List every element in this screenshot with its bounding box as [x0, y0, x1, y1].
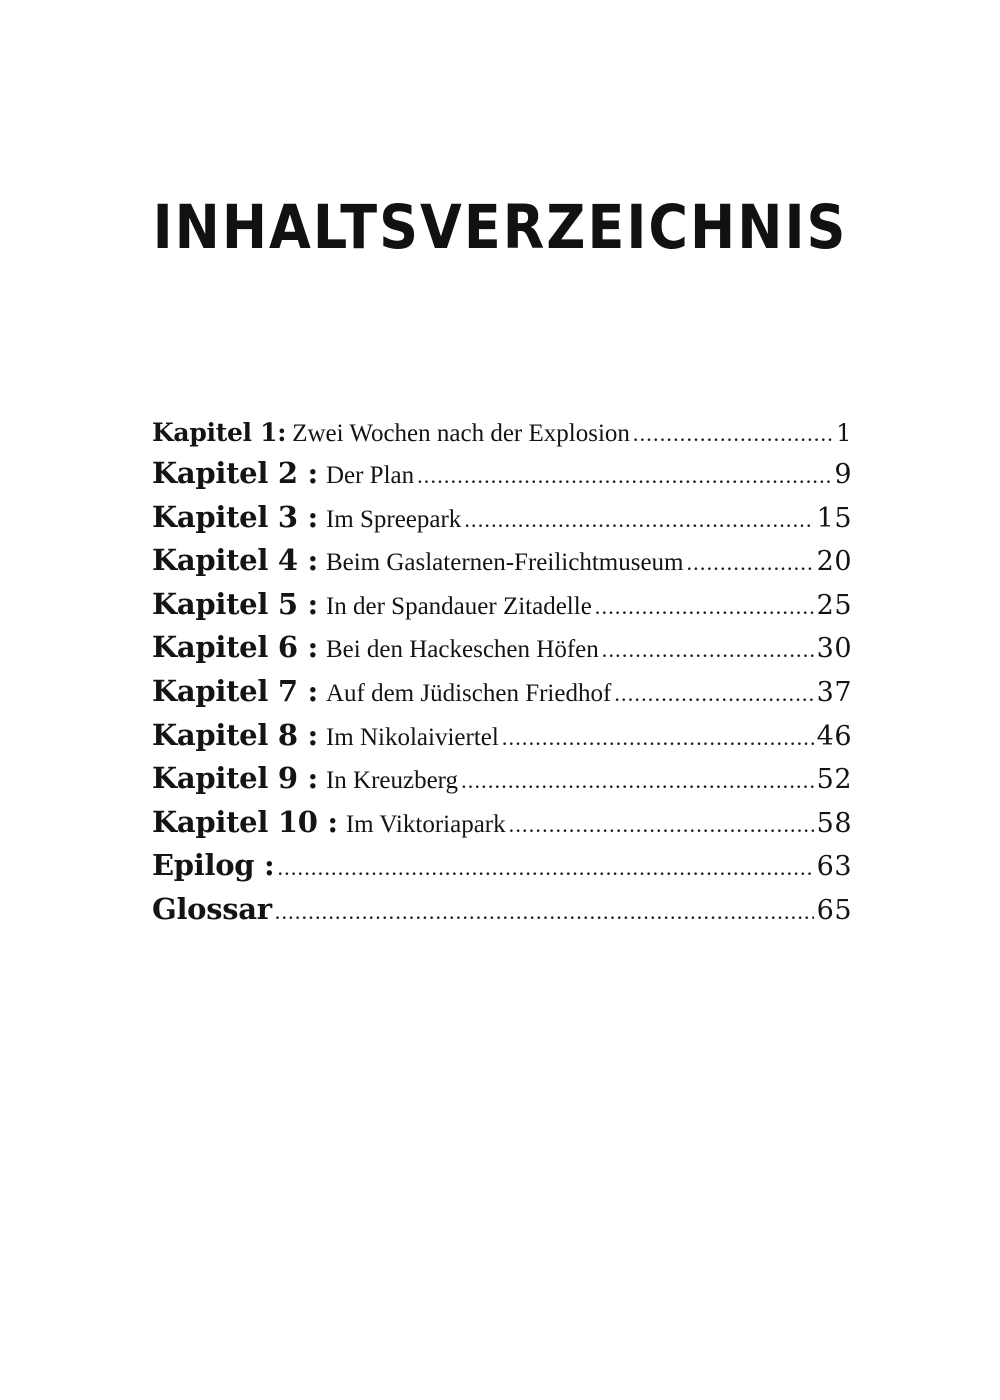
toc-page-number: 63 — [816, 851, 852, 883]
dot-leader — [461, 768, 814, 794]
toc-label: Kapitel 5 : — [152, 586, 318, 621]
toc-page-number: 65 — [816, 894, 852, 926]
toc-label: Kapitel 8 : — [152, 717, 318, 752]
toc-title: Im Spreepark — [325, 505, 462, 533]
toc-entry-kapitel-4 — [152, 543, 852, 587]
toc-label: Kapitel 9 : — [152, 761, 318, 796]
toc-page-number: 1 — [836, 419, 852, 447]
toc-entry-kapitel-3 — [152, 500, 852, 544]
toc-title: Im Nikolaiviertel — [325, 723, 499, 751]
toc-label: Glossar — [152, 891, 272, 926]
toc-entry-kapitel-7 — [152, 674, 852, 718]
toc-page-number: 15 — [816, 502, 852, 534]
toc-entry-glossar — [152, 892, 852, 936]
toc-title: Bei den Hackeschen Höfen — [325, 636, 599, 664]
dot-leader — [464, 507, 813, 533]
toc-title: In der Spandauer Zitadelle — [325, 592, 592, 620]
toc-title: Beim Gaslaternen-Freilichtmuseum — [325, 549, 684, 577]
dot-leader — [686, 550, 813, 576]
dot-leader — [277, 855, 813, 881]
toc-page-number: 58 — [816, 807, 852, 839]
toc-entry-kapitel-1 — [152, 418, 852, 456]
toc-page-number: 30 — [816, 633, 852, 665]
toc-label: Kapitel 1: — [152, 418, 287, 447]
toc-label: Kapitel 3 : — [152, 499, 318, 534]
toc-title: Auf dem Jüdischen Friedhof — [325, 679, 612, 707]
toc-label: Kapitel 2 : — [152, 456, 318, 490]
dot-leader — [502, 725, 814, 751]
toc-page-number: 37 — [816, 676, 852, 708]
toc-entry-kapitel-8 — [152, 718, 852, 762]
dot-leader — [595, 594, 814, 620]
toc-title: Der Plan — [325, 462, 415, 489]
toc-page-number: 25 — [816, 589, 852, 621]
toc-title: Zwei Wochen nach der Explosion — [292, 420, 630, 447]
toc-page-number: 46 — [816, 720, 852, 752]
toc-title: In Kreuzberg — [325, 767, 459, 795]
toc-label: Kapitel 6 : — [152, 630, 318, 665]
toc-entry-epilog — [152, 848, 852, 892]
toc-label: Epilog : — [152, 848, 275, 883]
toc-page-number: 9 — [834, 459, 852, 490]
table-of-contents — [152, 418, 852, 936]
toc-page-number: 52 — [816, 764, 852, 796]
dot-leader — [509, 812, 814, 838]
toc-label: Kapitel 10 : — [152, 804, 338, 839]
toc-label: Kapitel 7 : — [152, 673, 318, 708]
toc-entry-kapitel-2 — [152, 456, 852, 500]
dot-leader — [614, 681, 813, 707]
toc-entry-kapitel-10 — [152, 805, 852, 849]
toc-entry-kapitel-9 — [152, 761, 852, 805]
dot-leader — [602, 637, 814, 663]
toc-entry-kapitel-5 — [152, 587, 852, 631]
toc-title: Im Viktoriapark — [345, 810, 506, 838]
toc-entry-kapitel-6 — [152, 630, 852, 674]
dot-leader — [417, 463, 831, 489]
toc-label: Kapitel 4 : — [152, 543, 318, 578]
page-title: INHALTSVERZEICHNIS — [152, 192, 848, 263]
dot-leader — [275, 899, 814, 925]
dot-leader — [633, 421, 833, 447]
toc-page-number: 20 — [816, 546, 852, 578]
